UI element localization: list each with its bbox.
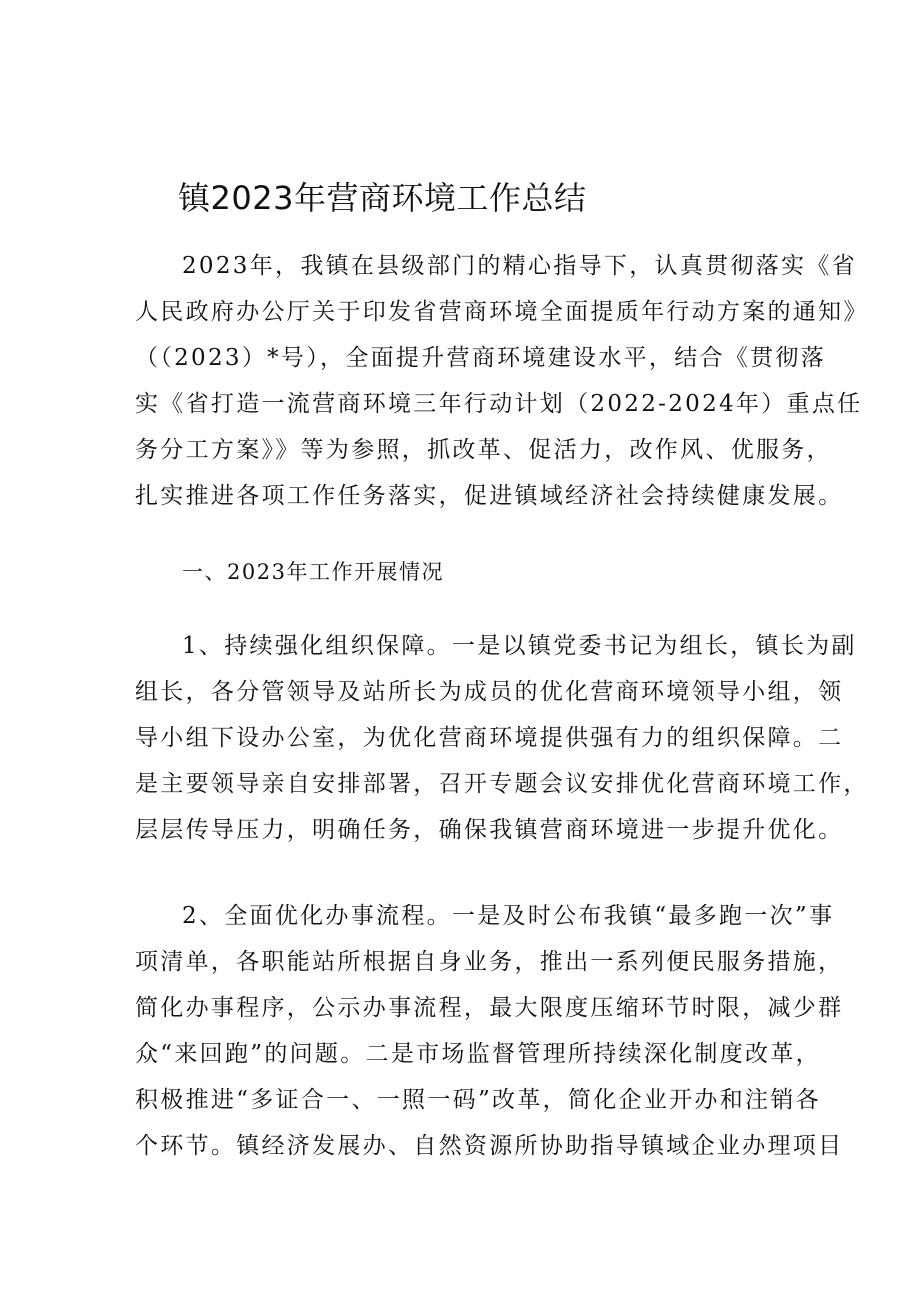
paragraph-2-line: 2、全面优化办事流程。一是及时公布我镇“最多跑一次”事 (182, 903, 835, 929)
intro-line: 实《省打造一流营商环境三年行动计划（2022-2024年）重点任 (135, 391, 863, 417)
paragraph-1-line: 是主要领导亲自安排部署，召开专题会议安排优化营商环境工作， (135, 771, 869, 797)
document-title: 镇2023年营商环境工作总结 (178, 179, 587, 217)
paragraph-2-line: 众“来回跑”的问题。二是市场监督管理所持续深化制度改革， (135, 1041, 821, 1067)
intro-line: 2023年，我镇在县级部门的精心指导下，认真贯彻落实《省 (182, 253, 857, 279)
intro-line: 务分工方案》》等为参照，抓改革、促活力，改作风、优服务， (135, 437, 832, 463)
paragraph-2-line: 个环节。镇经济发展办、自然资源所协助指导镇域企业办理项目 (135, 1133, 844, 1159)
paragraph-1-line: 1、持续强化组织保障。一是以镇党委书记为组长，镇长为副 (182, 633, 857, 659)
intro-line: 扎实推进各项工作任务落实，促进镇域经济社会持续健康发展。 (135, 483, 844, 509)
paragraph-1-line: 层层传导压力，明确任务，确保我镇营商环境进一步提升优化。 (135, 817, 844, 843)
paragraph-2-line: 项清单，各职能站所根据自身业务，推出一系列便民服务措施， (135, 949, 844, 975)
paragraph-1-line: 组长，各分管领导及站所长为成员的优化营商环境领导小组，领 (135, 679, 844, 705)
section-heading: 一、2023年工作开展情况 (182, 560, 444, 584)
paragraph-2-line: 简化办事程序，公示办事流程，最大限度压缩环节时限，减少群 (135, 995, 844, 1021)
intro-line: 人民政府办公厅关于印发省营商环境全面提质年行动方案的通知》 (135, 299, 869, 325)
paragraph-1-line: 导小组下设办公室，为优化营商环境提供强有力的组织保障。二 (135, 725, 844, 751)
paragraph-2-line: 积极推进“多证合一、一照一码”改革，简化企业开办和注销各 (135, 1087, 821, 1113)
intro-line: （（2023）*号），全面提升营商环境建设水平，结合《贯彻落 (135, 345, 827, 371)
